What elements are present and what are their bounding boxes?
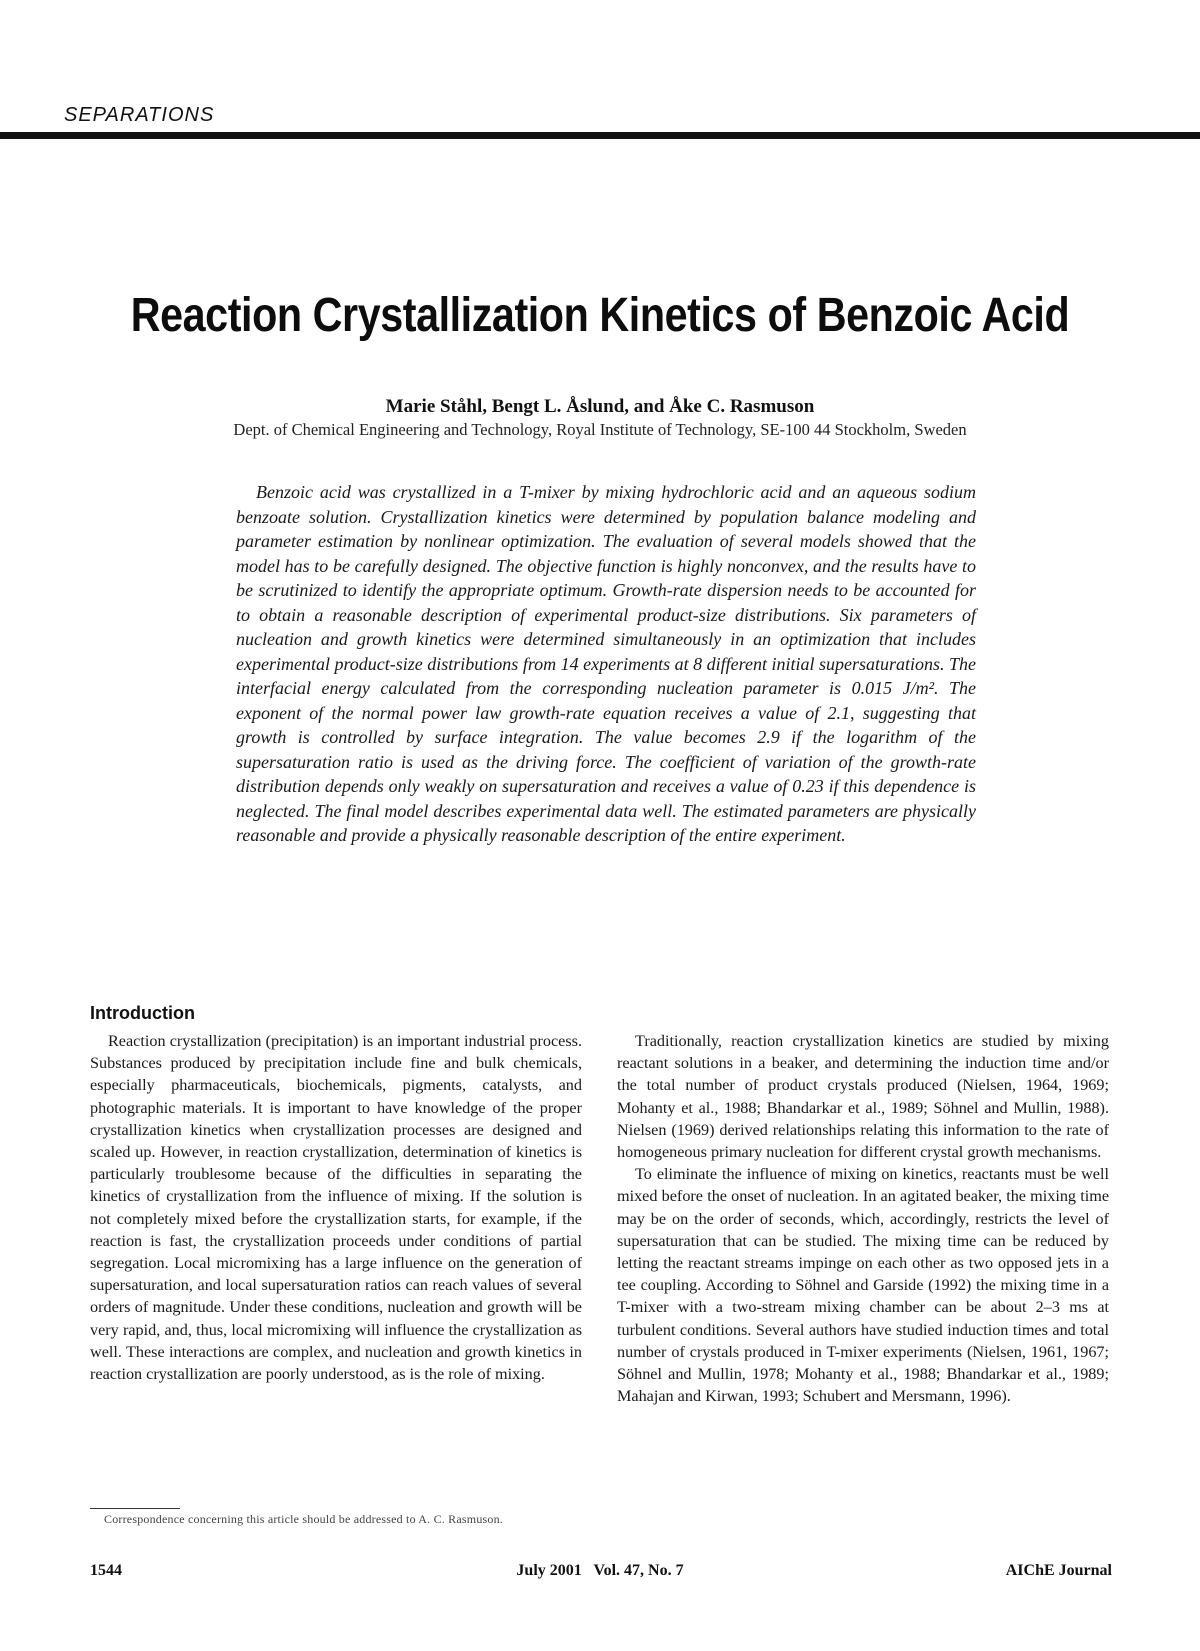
intro-paragraph: Reaction crystallization (precipitation) is an important industrial process. Substances produced by precipitation include fine and bulk chemicals, especially pharmaceuticals, biochemicals, pigments, catalysts, and photographic materials. It is important to have knowledge of the proper crystallization kinetics when crystallization processes are designed and scaled up. However, in reaction crystallization, determination of kinetics is particularly troublesome because of the difficulties in separating the kinetics of crystallization from the influence of mixing. If the solution is not completely mixed before the crystallization starts, for example, if the reaction is fast, the crystallization proceeds under conditions of partial segregation. Local micromixing has a large influence on the generation of supersaturation, and local supersaturation ratios can reach values of several orders of magnitude. Under these conditions, nucleation and growth will be very rapid, and, thus, local micromixing will influence the crystallization as well. These interactions are complex, and nucleation and growth kinetics in reaction crystallization are poorly understood, as is the role of mixing.	[90, 1032, 582, 1384]
header-rule	[0, 132, 1200, 139]
correspondence-footnote: Correspondence concerning this article should be addressed to A. C. Rasmuson.	[104, 1512, 503, 1526]
journal-name: AIChE Journal	[1005, 1562, 1112, 1579]
right-column	[617, 1030, 1109, 1407]
right-paragraph-2: To eliminate the influence of mixing on kinetics, reactants must be well mixed before the onset of nucleation. In an agitated beaker, the mixing time may be on the order of seconds, which, accordingly, restricts the level of supersaturation that can be studied. The mixing time can be reduced by letting the reactant streams impinge on each other as two opposed jets in a tee coupling. According to Söhnel and Garside (1992) the mixing time in a T-mixer with a two-stream mixing chamber can be about 2–3 ms at turbulent conditions. Several authors have studied induction times and total number of crystals produced in T-mixer experiments (Nielsen, 1961, 1967; Söhnel and Mullin, 1978; Mohanty et al., 1988; Bhandarkar et al., 1989; Mahajan and Kirwan, 1993; Schubert and Mersmann, 1996).	[617, 1165, 1109, 1406]
article-abstract: Benzoic acid was crystallized in a T-mixer by mixing hydrochloric acid and an aqueous sodium benzoate solution. Crystallization kinetics were determined by population balance modeling and parameter estimation by nonlinear optimization. The evaluation of several models showed that the model has to be carefully designed. The objective function is highly nonconvex, and the results have to be scrutinized to identify the appropriate optimum. Growth-rate dispersion needs to be accounted for to obtain a reasonable description of experimental product-size distributions. Six parameters of nucleation and growth kinetics were determined simultaneously in an optimization that includes experimental product-size distributions from 14 experiments at 8 different initial supersaturations. The interfacial energy calculated from the corresponding nucleation parameter is 0.015 J/m². The exponent of the normal power law growth-rate equation receives a value of 2.1, suggesting that growth is controlled by surface integration. The value becomes 2.9 if the logarithm of the supersaturation ratio is used as the driving force. The coefficient of variation of the growth-rate distribution depends only weakly on supersaturation and receives a value of 0.23 if this dependence is neglected. The final model describes experimental data well. The estimated parameters are physically reasonable and provide a physically reasonable description of the entire experiment.	[236, 482, 976, 845]
intro-heading: Introduction	[90, 1003, 195, 1023]
page-number: 1544	[90, 1562, 122, 1579]
article-title: Reaction Crystallization Kinetics of Benzoic Acid	[130, 289, 1070, 342]
right-paragraph-1: Traditionally, reaction crystallization kinetics are studied by mixing reactant solutions in a beaker, and determining the induction time and/or the total number of product crystals produced (Nielsen, 1964, 1969; Mohanty et al., 1988; Bhandarkar et al., 1989; Söhnel and Mullin, 1988). Nielsen (1969) derived relationships relating this information to the rate of homogeneous primary nucleation for different crystal growth mechanisms.	[617, 1032, 1109, 1162]
left-column	[90, 1030, 582, 1385]
issue-info: July 2001 Vol. 47, No. 7	[516, 1562, 684, 1579]
footnote-rule	[90, 1508, 180, 1509]
section-label: SEPARATIONS	[64, 104, 215, 126]
article-authors: Marie Ståhl, Bengt L. Åslund, and Åke C. Rasmuson	[385, 396, 815, 417]
article-affiliation: Dept. of Chemical Engineering and Technology, Royal Institute of Technology, SE-100 44 Stockholm, Sweden	[233, 420, 967, 439]
